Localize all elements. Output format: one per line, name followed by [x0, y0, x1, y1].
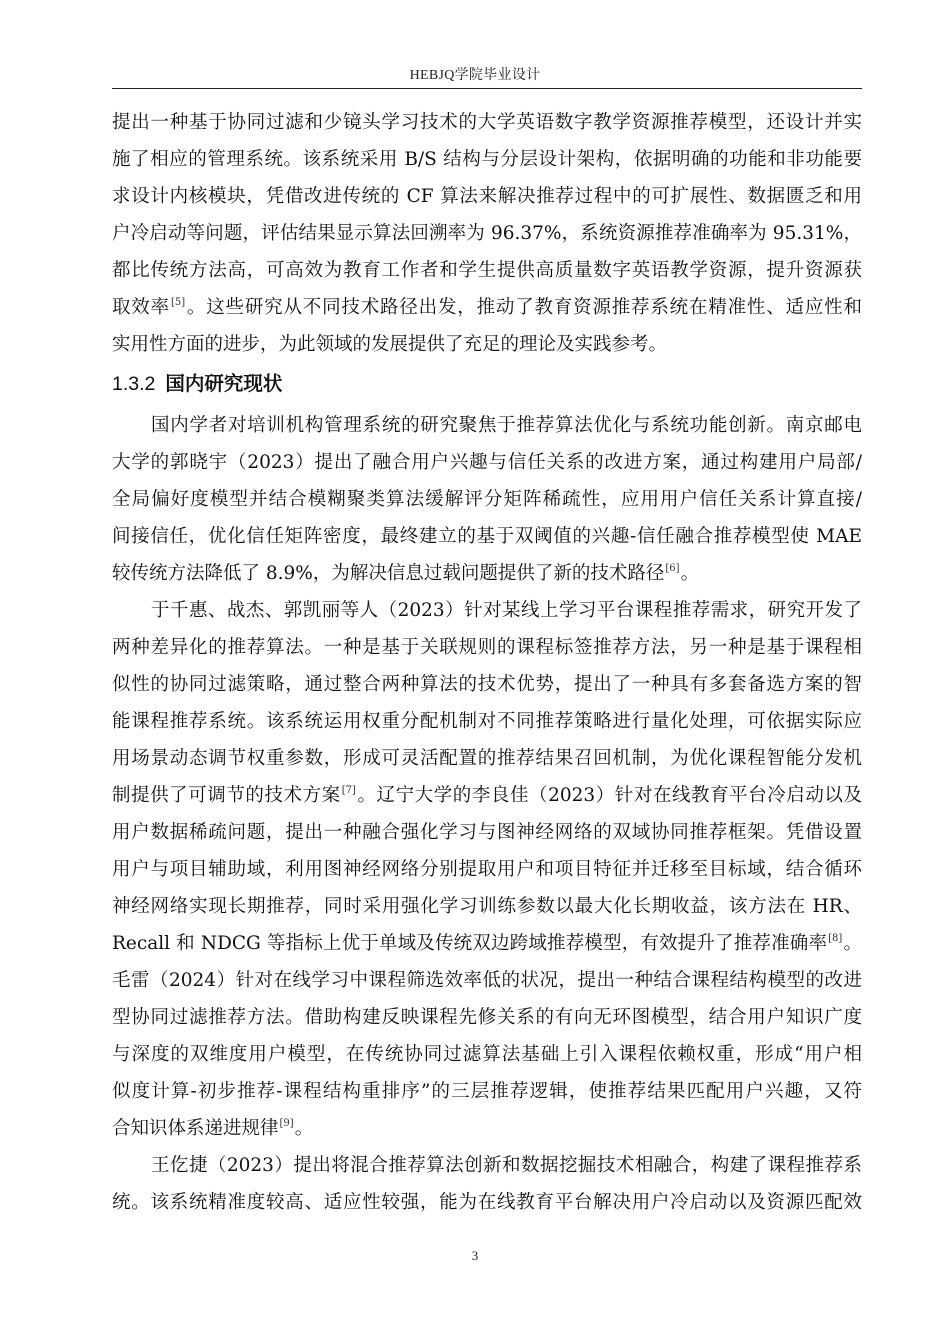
text-line: 施了相应的管理系统。该系统采用 B/S 结构与分层设计架构，依据明确的功能和非功能要: [112, 149, 862, 170]
text-span: 制提供了可调节的技术方案: [112, 785, 341, 806]
text-line: 两种差异化的推荐算法。一种是基于关联规则的课程标签推荐方法，另一种是基于课程相: [112, 637, 862, 658]
section-heading: [112, 363, 862, 407]
text-line: [112, 777, 862, 814]
text-line: [112, 555, 862, 592]
section-title: 国内研究现状: [165, 372, 283, 395]
text-span: 合知识体系递进规律: [112, 1118, 279, 1139]
text-span: 。辽宁大学的李良佳（2023）针对在线教育平台冷启动以及: [356, 785, 862, 806]
text-line: 用户数据稀疏问题，提出一种融合强化学习与图神经网络的双域协同推荐框架。凭借设置: [112, 822, 862, 843]
text-span: 。: [680, 563, 700, 584]
citation-ref: [6]: [665, 563, 680, 574]
text-line: 统。该系统精准度较高、适应性较强，能为在线教育平台解决用户冷启动以及资源匹配效: [112, 1192, 862, 1213]
text-line: 能课程推荐系统。该系统运用权重分配机制对不同推荐策略进行量化处理，可依据实际应: [112, 711, 862, 732]
text-line: 与深度的双维度用户模型，在传统协同过滤算法基础上引入课程依赖权重，形成“用户相: [112, 1044, 862, 1065]
text-line: 王仡捷（2023）提出将混合推荐算法创新和数据挖掘技术相融合，构建了课程推荐系: [151, 1155, 862, 1176]
page-number: 3: [471, 1248, 479, 1263]
text-line: 型协同过滤推荐方法。借助构建反映课程先修关系的有向无环图模型，结合用户知识广度: [112, 1007, 862, 1028]
text-line: 用户与项目辅助域，利用图神经网络分别提取用户和项目特征并迁移至目标域，结合循环: [112, 859, 862, 880]
text-line: 于千惠、战杰、郭凯丽等人（2023）针对某线上学习平台课程推荐需求，研究开发了: [151, 600, 862, 621]
text-line: 大学的郭晓宇（2023）提出了融合用户兴趣与信任关系的改进方案，通过构建用户局部/: [112, 452, 862, 473]
text-line: 似度计算-初步推荐-课程结构重排序”的三层推荐逻辑，使推荐结果匹配用户兴趣，又符: [112, 1081, 862, 1102]
citation-ref: [5]: [170, 297, 186, 308]
text-line: [112, 289, 862, 326]
paragraph-3: [112, 592, 862, 1147]
running-header: HEBJQ学院毕业设计: [409, 68, 541, 83]
text-line: 似性的协同过滤策略，通过整合两种算法的技术优势，提出了一种具有多套备选方案的智: [112, 674, 862, 695]
text-span: 。: [294, 1118, 314, 1139]
text-span: 。这些研究从不同技术路径出发，推动了教育资源推荐系统在精准性、适应性和: [186, 297, 862, 318]
text-line: 间接信任，优化信任矩阵密度，最终建立的基于双阈值的兴趣-信任融合推荐模型使 MAE: [112, 526, 862, 547]
text-line: 神经网络实现长期推荐，同时采用强化学习训练参数以最大化长期收益，该方法在 HR、: [112, 896, 862, 917]
text-line: [112, 1110, 862, 1147]
text-line: 求设计内核模块，凭借改进传统的 CF 算法来解决推荐过程中的可扩展性、数据匮乏和用: [112, 186, 862, 207]
section-number: 1.3.2: [112, 373, 156, 395]
text-line: 实用性方面的进步，为此领域的发展提供了充足的理论及实践参考。: [112, 334, 668, 355]
text-line: [112, 925, 862, 962]
header-rule: [112, 88, 862, 89]
text-line: 提出一种基于协同过滤和少镜头学习技术的大学英语数字教学资源推荐模型，还设计并实: [112, 112, 862, 133]
text-span: 较传统方法降低了 8.9%，为解决信息过载问题提供了新的技术路径: [112, 563, 665, 584]
text-line: 毛雷（2024）针对在线学习中课程筛选效率低的状况，提出一种结合课程结构模型的改进: [112, 970, 862, 991]
text-span: 。: [843, 933, 862, 954]
text-line: 用场景动态调节权重参数，形成可灵活配置的推荐结果召回机制，为优化课程智能分发机: [112, 748, 862, 769]
body-text: [112, 104, 862, 1221]
citation-ref: [8]: [828, 933, 843, 944]
paragraph-1: [112, 104, 862, 363]
text-line: 户冷启动等问题，评估结果显示算法回溯率为 96.37%，系统资源推荐准确率为 95.31%，: [112, 223, 862, 244]
text-line: 都比传统方法高，可高效为教育工作者和学生提供高质量数字英语教学资源，提升资源获: [112, 260, 862, 281]
paragraph-2: [112, 407, 862, 592]
text-span: 取效率: [112, 297, 170, 318]
text-span: Recall 和 NDCG 等指标上优于单域及传统双边跨域推荐模型，有效提升了推荐准确率: [112, 933, 828, 954]
citation-ref: [7]: [341, 785, 356, 796]
paragraph-4: [112, 1147, 862, 1221]
text-line: 国内学者对培训机构管理系统的研究聚焦于推荐算法优化与系统功能创新。南京邮电: [151, 415, 862, 436]
citation-ref: [9]: [279, 1118, 294, 1129]
text-line: 全局偏好度模型并结合模糊聚类算法缓解评分矩阵稀疏性，应用用户信任关系计算直接/: [112, 489, 862, 510]
